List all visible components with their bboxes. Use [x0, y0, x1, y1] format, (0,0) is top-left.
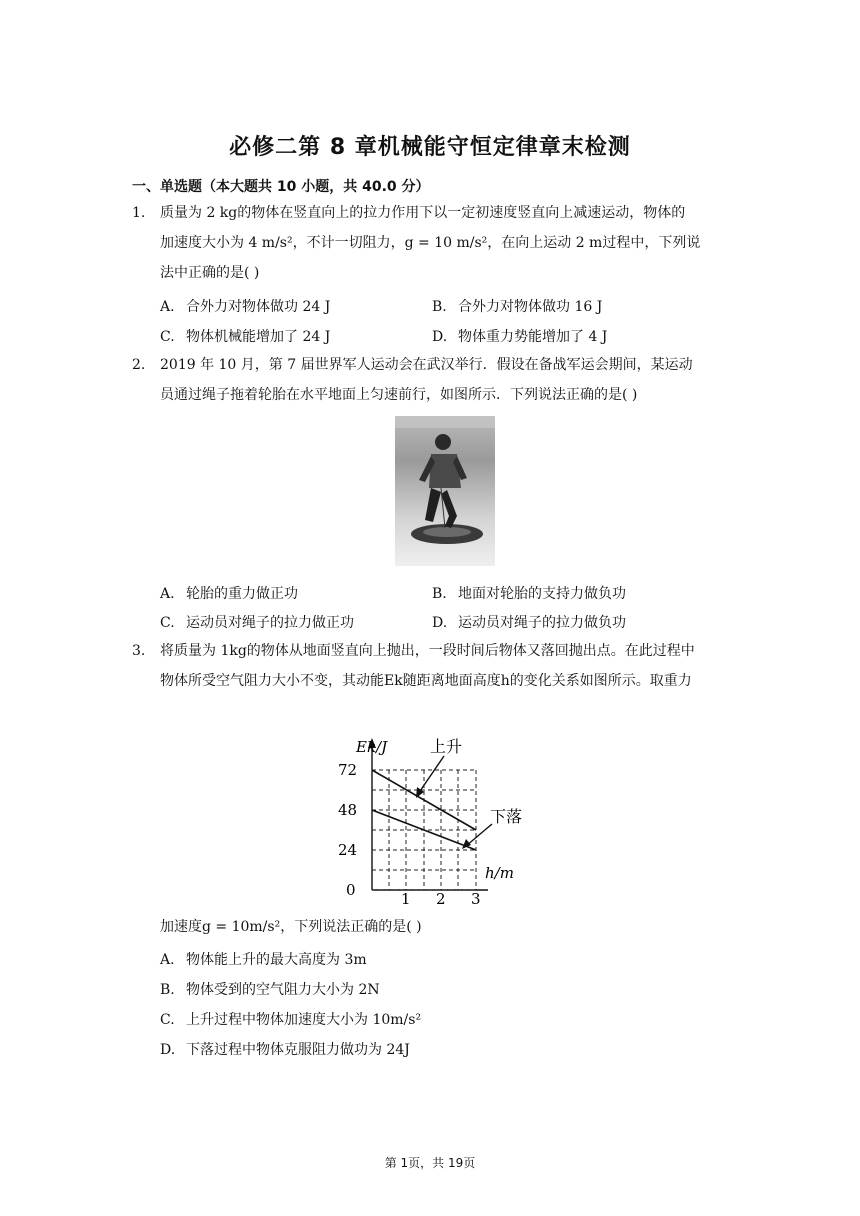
rise-pointer-arrow-icon	[416, 787, 424, 798]
question-2	[132, 350, 732, 410]
ek-h-graph	[320, 730, 540, 906]
rise-pointer	[418, 756, 444, 794]
rise-label: 上升	[430, 737, 463, 756]
ek-h-graph-svg	[320, 730, 540, 906]
athlete-tire-photo	[395, 416, 495, 566]
question-number: 2.	[132, 357, 146, 373]
q3-option-c[interactable]: C. 上升过程中物体加速度大小为 10m/s²	[160, 1012, 422, 1028]
y-tick-0: 0	[346, 881, 356, 899]
y-tick-72: 72	[338, 761, 358, 779]
y-axis-label: Ek/J	[356, 738, 388, 756]
q1-option-b[interactable]: B. 合外力对物体做功 16 J	[432, 299, 603, 315]
x-tick-3: 3	[471, 890, 481, 906]
q2-option-a[interactable]: A. 轮胎的重力做正功	[160, 586, 298, 602]
q2-option-d[interactable]: D. 运动员对绳子的拉力做负功	[432, 615, 626, 631]
question-3-line-1: 将质量为 1kg的物体从地面竖直向上抛出，一段时间后物体又落回抛出点。在此过程中	[160, 643, 695, 659]
section-heading: 一、单选题（本大题共 10 小题，共 40.0 分）	[132, 179, 430, 195]
question-2-line-1: 2019 年 10 月，第 7 届世界军人运动会在武汉举行．假设在备战军运会期间，某运动	[160, 357, 693, 373]
y-tick-24: 24	[338, 841, 358, 859]
q1-option-d[interactable]: D. 物体重力势能增加了 4 J	[432, 329, 608, 345]
question-1-line-1: 质量为 2 kg的物体在竖直向上的拉力作用下以一定初速度竖直向上减速运动，物体的	[160, 205, 686, 221]
y-tick-48: 48	[338, 801, 358, 819]
q1-option-c[interactable]: C. 物体机械能增加了 24 J	[160, 329, 331, 345]
page-footer: 第 1页，共 19页	[384, 1156, 476, 1170]
q1-option-a[interactable]: A. 合外力对物体做功 24 J	[160, 299, 331, 315]
q2-option-c[interactable]: C. 运动员对绳子的拉力做正功	[160, 615, 354, 631]
question-number: 1.	[132, 205, 146, 221]
fall-label: 下落	[490, 807, 523, 826]
question-number: 3.	[132, 643, 146, 659]
x-tick-1: 1	[401, 890, 411, 906]
athlete-figure-icon	[395, 416, 495, 566]
question-1-line-2: 加速度大小为 4 m/s²，不计一切阻力，g = 10 m/s²，在向上运动 2 m过程中，下列说	[160, 235, 701, 251]
question-3-continued	[132, 912, 732, 942]
question-1-line-3: 法中正确的是( )	[160, 265, 260, 281]
page-title: 必修二第 8 章机械能守恒定律章末检测	[229, 135, 631, 160]
question-2-line-2: 员通过绳子拖着轮胎在水平地面上匀速前行，如图所示．下列说法正确的是( )	[160, 387, 638, 403]
question-3	[132, 636, 732, 696]
q3-option-a[interactable]: A. 物体能上升的最大高度为 3m	[160, 952, 367, 968]
x-axis-label: h/m	[485, 864, 514, 882]
x-tick-2: 2	[436, 890, 446, 906]
q3-option-b[interactable]: B. 物体受到的空气阻力大小为 2N	[160, 982, 380, 998]
q2-option-b[interactable]: B. 地面对轮胎的支持力做负功	[432, 586, 626, 602]
question-1	[132, 198, 732, 288]
question-3-line-2: 物体所受空气阻力大小不变，其动能Ek随距离地面高度h的变化关系如图所示。取重力	[160, 673, 692, 689]
q3-option-d[interactable]: D. 下落过程中物体克服阻力做功为 24J	[160, 1042, 410, 1058]
question-3-line-3: 加速度g = 10m/s²，下列说法正确的是( )	[160, 919, 422, 935]
